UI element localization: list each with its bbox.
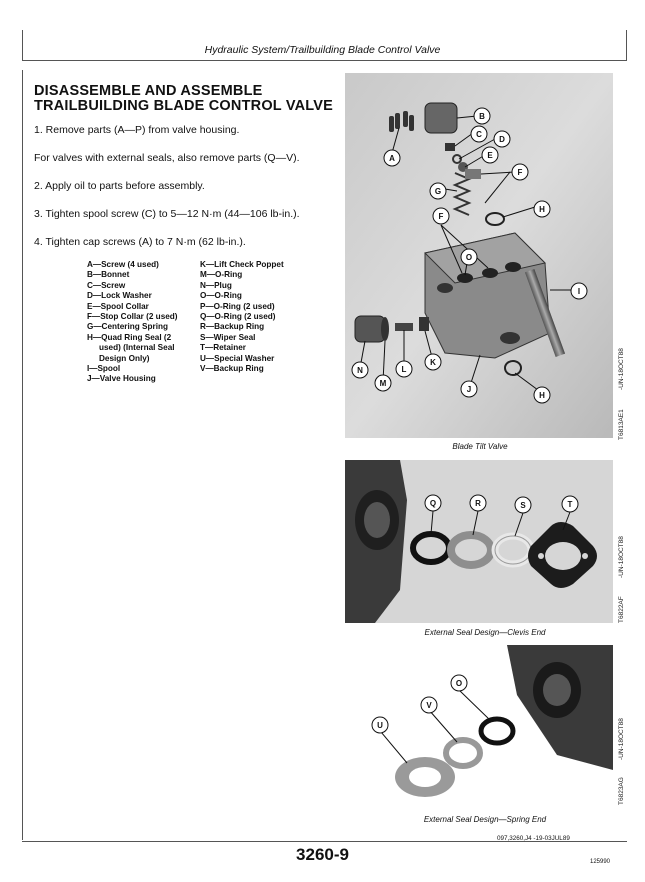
step-2: 2. Apply oil to parts before assembly. <box>34 180 205 192</box>
clevis-end-seal-photo <box>345 460 613 623</box>
legend-item: D—Lock Washer <box>87 291 152 301</box>
legend-item: N—Plug <box>200 280 232 290</box>
callout-label: B <box>479 112 485 121</box>
callout-label: Q <box>429 499 437 508</box>
callout-label: A <box>389 154 395 163</box>
side-ref-3a: T6823AG <box>618 777 625 805</box>
blade-tilt-valve-photo <box>345 73 613 438</box>
legend-item: K—Lift Check Poppet <box>200 260 284 269</box>
legend-item: S—Wiper Seal <box>200 332 256 342</box>
legend-item: C—Screw <box>87 280 126 290</box>
callout-label: H <box>539 391 545 400</box>
legend-item: H—Quad Ring Seal (2 <box>87 332 172 342</box>
callout-label: K <box>430 358 436 367</box>
spring-end-seal-photo <box>367 645 613 813</box>
parts-legend-right <box>200 260 284 374</box>
legend-item: I—Spool <box>87 364 121 374</box>
section-heading <box>34 84 333 114</box>
heading-line-1: DISASSEMBLE AND ASSEMBLE <box>34 83 263 99</box>
legend-item: Design Only) <box>99 353 150 363</box>
side-ref-1b: -UN-18OCT88 <box>618 348 625 390</box>
footer-code: 125990 <box>590 859 611 865</box>
figure-caption-spring-end: External Seal Design—Spring End <box>423 815 547 824</box>
callout-label: N <box>357 366 363 375</box>
legend-item: U—Special Washer <box>200 353 275 363</box>
legend-item: R—Backup Ring <box>200 322 265 332</box>
legend-item: J—Valve Housing <box>87 374 156 384</box>
legend-item: G—Centering Spring <box>87 322 168 332</box>
header-rule <box>22 60 627 61</box>
callout-label: T <box>567 500 573 509</box>
legend-item: O—O-Ring <box>200 291 242 301</box>
legend-item: F—Stop Collar (2 used) <box>87 312 178 322</box>
callout-label: S <box>520 501 526 510</box>
callout-label: O <box>455 679 463 688</box>
callout-label: I <box>577 287 581 296</box>
figure-caption-clevis-end: External Seal Design—Clevis End <box>424 628 546 637</box>
callout-label: G <box>434 187 442 196</box>
callout-label: U <box>377 721 383 730</box>
callout-label: V <box>426 701 432 710</box>
heading-line-2: TRAILBUILDING BLADE CONTROL VALVE <box>34 98 334 114</box>
callout-label: H <box>539 205 545 214</box>
legend-item: V—Backup Ring <box>200 364 264 374</box>
callout-label: E <box>487 151 493 160</box>
parts-legend-left <box>87 260 178 385</box>
step-1: 1. Remove parts (A—P) from valve housing. <box>34 124 240 136</box>
side-ref-3b: -UN-18OCT88 <box>618 718 625 760</box>
step-4: 4. Tighten cap screws (A) to 7 N·m (62 lb-in.). <box>34 236 246 248</box>
callout-label: F <box>517 168 523 177</box>
legend-item: P—O-Ring (2 used) <box>200 301 275 311</box>
legend-item: T—Retainer <box>200 343 246 353</box>
side-ref-2b: -UN-18OCT88 <box>618 536 625 578</box>
callout-label: C <box>476 130 482 139</box>
callout-label: J <box>466 385 472 394</box>
callout-label: R <box>475 499 481 508</box>
side-ref-2a: T6822AF <box>618 596 625 623</box>
callout-label: L <box>401 365 407 374</box>
step-external-seals: For valves with external seals, also remove parts (Q—V). <box>34 152 300 164</box>
callout-label: O <box>465 253 473 262</box>
legend-item: E—Spool Collar <box>87 301 149 311</box>
legend-item: M—O-Ring <box>200 270 243 280</box>
legend-item: B—Bonnet <box>87 270 130 280</box>
header-title: Hydraulic System/Trailbuilding Blade Control Valve <box>204 44 441 56</box>
left-margin-rule <box>22 70 23 840</box>
legend-item: used) (Internal Seal <box>99 343 175 353</box>
legend-item: A—Screw (4 used) <box>87 260 159 269</box>
footer-ref: 097,3260,J4 -19-03JUL89 <box>497 835 570 842</box>
figure-caption-blade-tilt: Blade Tilt Valve <box>452 442 508 451</box>
step-3: 3. Tighten spool screw (C) to 5—12 N·m (44—106 lb-in.). <box>34 208 300 220</box>
side-ref-1a: T6813AE1 <box>618 409 625 440</box>
page-number: 3260-9 <box>296 845 349 864</box>
callout-label: F <box>438 212 444 221</box>
callout-label: D <box>499 135 505 144</box>
callout-label: M <box>379 379 387 388</box>
legend-item: Q—O-Ring (2 used) <box>200 312 276 322</box>
